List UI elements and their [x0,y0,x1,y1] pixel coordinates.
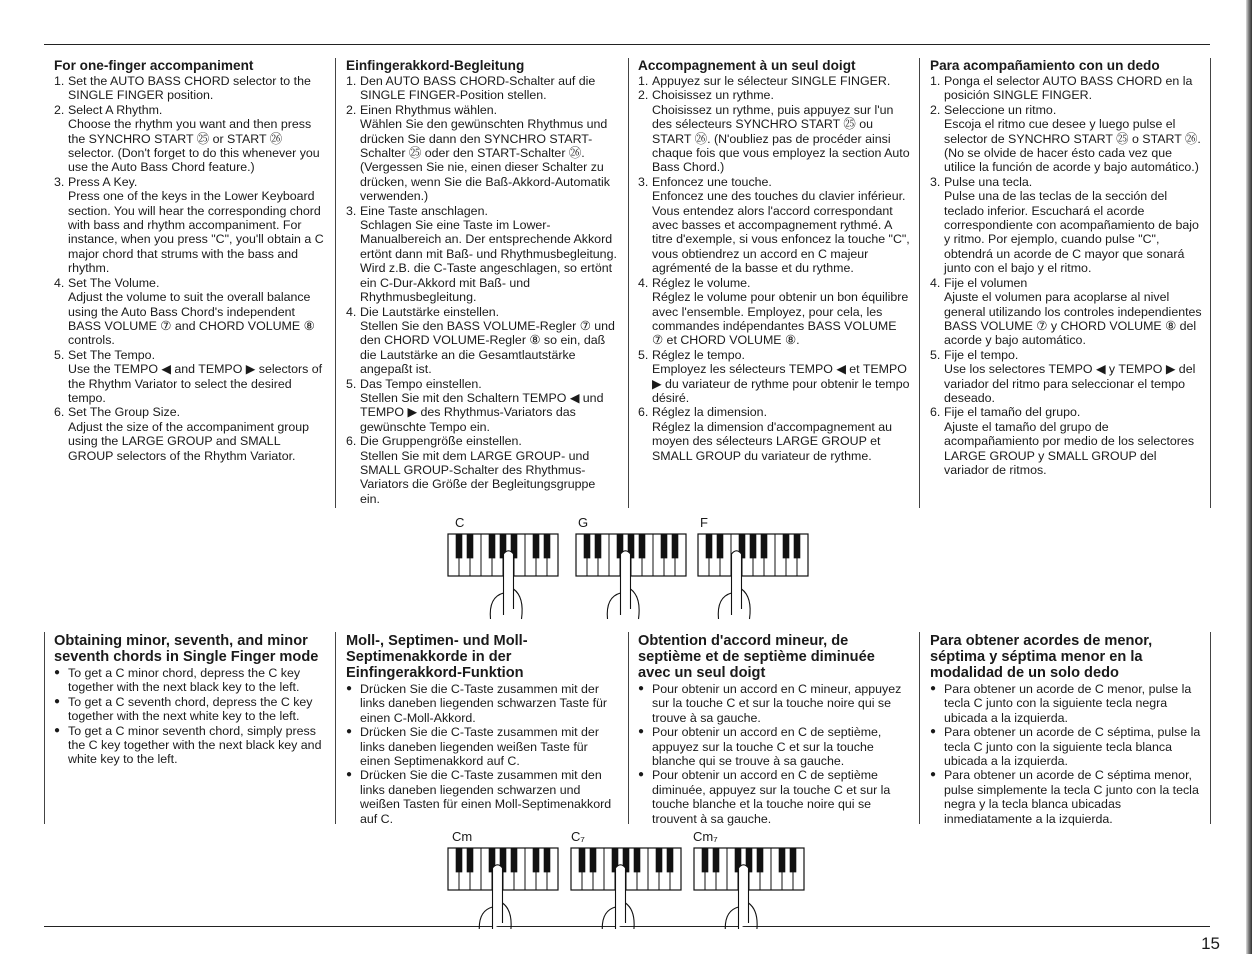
hand-outline-icon [479,907,492,929]
keyboard-diagram-g [575,533,687,623]
hand-finger-icon [732,551,742,615]
section-french-minor-seventh [638,633,910,826]
chord-label: Cm₇ [693,829,718,844]
black-key [672,534,679,558]
step-item: 2. Choisissez un rythme. Choisissez un rythme, puis appuyez sur l'un des sélecteurs SYNCHRO START ㉕ ou START ㉖. (N'oubliez pas de procéder ainsi chaque fois que vous employez la section Auto Bass Chord.) [638,88,910,175]
step-item: 6. Réglez la dimension. Réglez la dimension d'accompagnement au moyen des sélecteurs LARGE GROUP et SMALL GROUP du variateur de rythme. [638,405,892,463]
bullet-item: ● Pour obtenir un accord en C de septième, appuyez sur la touche C et sur la touche blanche qui se trouve à sa gauche. [638,725,910,768]
column-divider [1210,58,1211,508]
section-german-one-finger [346,58,618,506]
hand-outline-icon [749,903,758,929]
black-key [702,848,709,872]
hand-outline-icon [742,589,751,619]
column-divider [44,632,45,824]
hand-outline-icon [718,593,731,619]
step-item: 1. Den AUTO BASS CHORD-Schalter auf die SINGLE FINGER-Position stellen. [346,74,596,103]
black-key [713,848,720,872]
bullet-item: ● Pour obtenir un accord en C mineur, appuyez sur la touche C et sur la touche noire qui se trouve à sa gauche. [638,682,910,725]
steps-list [930,74,1202,477]
black-key [639,534,646,558]
hand-outline-icon [514,589,523,619]
hand-finger-icon [493,865,503,929]
bullet-item: ● Pour obtenir un accord en C de septième diminuée, appuyez sur la touche C et sur la touche blanche et la touche noire qui se trouvent à sa gauche. [638,768,910,826]
section-german-minor-seventh [346,633,618,826]
bullet-item: ● Drücken Sie die C-Taste zusammen mit den links daneben liegenden schwarzen und weißen Tasten für einen Moll-Septimenakkord auf C. [346,768,618,826]
black-key [456,848,463,872]
black-key [761,534,768,558]
step-item: 2. Seleccione un ritmo. Escoja el ritmo cue desee y luego pulse el selector de SYNCHRO START ㉕ o START ㉖. (No se olvide de hacer ésto cada vez que utilice la función de acorde y bajo automático.) [930,102,1201,175]
step-item: 3. Press A Key. Press one of the keys in the Lower Keyboard section. You will hear the corresponding chord with bass and rhythm accompaniment. For instance, when you press "C", you'll obtain a C major chord that strums with the bass and rhythm. [54,174,324,276]
hand-outline-icon [490,593,503,619]
hand-finger-icon [739,865,749,929]
black-key [489,534,496,558]
black-key [584,534,591,558]
black-key [467,534,474,558]
step-item: 3. Enfoncez une touche. Enfoncez une des touches du clavier inférieur. Vous entendez alors l'accord correspondant avec basses et accompagnement rythmé. A titre d'exemple, si vous enfoncez la touche "C", vous obtiendrez un accord en C majeur agrémenté de la basse et du rythme. [638,174,910,276]
hand-outline-icon [607,593,620,619]
heading: Moll-, Septimen- und Moll-Septimenakkorde in der Einfingerakkord-Funktion [346,633,528,681]
heading: Accompagnement à un seul doigt [638,58,856,73]
section-english-one-finger [54,58,326,463]
step-item: 2. Einen Rhythmus wählen. Wählen Sie den gewünschten Rhythmus und drücken Sie dann den SYNCHRO START-Schalter ㉕ oder den START-Schalter ㉖. (Vergessen Sie nie, einen dieser Schalter zu drücken, wenn Sie die Baß-Akkord-Automatik verwenden.) [346,102,610,204]
heading: Obtaining minor, seventh, and minor seventh chords in Single Finger mode [54,633,319,665]
column-divider [919,632,920,824]
step-item: 4. Set The Volume. Adjust the volume to suit the overall balance using the Auto Bass Chord's independent BASS VOLUME ⑦ and CHORD VOLUME ⑧ controls. [54,275,315,348]
step-item: 1. Ponga el selector AUTO BASS CHORD en la posición SINGLE FINGER. [930,74,1193,103]
bullet-item: ● Drücken Sie die C-Taste zusammen mit der links daneben liegenden weißen Taste für einen Septimenakkord auf C. [346,725,618,768]
bullet-item: ● Drücken Sie die C-Taste zusammen mit der links daneben liegenden schwarzen Taste für einen C-Moll-Akkord. [346,682,618,725]
step-item: 3. Eine Taste anschlagen. Schlagen Sie eine Taste im Lower-Manualbereich an. Der entsprechende Akkord ertönt dann mit Baß- und Rhythmusbegleitung. Wird z.B. die C-Taste angeschlagen, so ertönt ein C-Dur-Akkord mit Baß- und Rhythmusbegleitung. [346,203,617,305]
keyboard-diagram-f [697,533,809,623]
heading: Einfingerakkord-Begleitung [346,58,525,73]
bullet-list [54,666,326,767]
chord-label: G [578,515,589,530]
step-item: 2. Select A Rhythm. Choose the rhythm you want and then press the SYNCHRO START ㉕ or START ㉖ selector. (Don't forget to do this whenever you use the Auto Bass Chord feature.) [54,102,320,175]
black-key [794,534,801,558]
section-french-one-finger [638,58,910,463]
black-key [667,848,674,872]
step-item: 6. Die Gruppengröße einstellen. Stellen Sie mit dem LARGE GROUP- und SMALL GROUP-Schalter des Rhythmus-Variators die Größe der Begleitungsgruppe ein. [346,434,596,506]
bullet-item: ● Para obtener un acorde de C séptima menor, pulse simplemente la tecla C junto con la tecla negra y la tecla blanca ubicadas inmediatamente a la izquierda. [930,768,1202,826]
bullet-item: ● Para obtener un acorde de C menor, pulse la tecla C junto con la siguiente tecla negra ubicada a la izquierda. [930,682,1202,725]
step-item: 1. Appuyez sur le sélecteur SINGLE FINGER. [638,74,891,88]
black-key [533,534,540,558]
column-divider [1210,632,1211,824]
section-english-minor-seventh [54,633,326,767]
black-key [634,848,641,872]
step-item: 4. Fije el volumen Ajuste el volumen para acoplarse al nivel general utilizando los controles independientes BASS VOLUME ⑦ y CHORD VOLUME ⑧ del acorde y bajo automático. [930,275,1202,348]
step-item: 6. Fije el tamaño del grupo. Ajuste el tamaño del grupo de acompañamiento por medio de los selectores LARGE GROUP y SMALL GROUP del variador de ritmos. [930,405,1195,477]
hand-finger-icon [621,551,631,615]
bullet-item: ● To get a C minor chord, depress the C key together with the next black key to the left. [54,666,326,695]
steps-list [346,74,618,506]
page-number: 15 [1201,934,1220,953]
black-key [590,848,597,872]
black-key [467,848,474,872]
hand-finger-icon [616,865,626,929]
bullet-item: ● To get a C seventh chord, depress the C key together with the next white key to the left. [54,695,326,724]
column-divider [628,632,629,824]
black-key [656,848,663,872]
bullet-list [930,682,1202,826]
step-item: 5. Set The Tempo. Use the TEMPO ◀ and TEMPO ▶ selectors of the Rhythm Variator to select the desired tempo. [54,347,323,405]
chord-label: F [700,515,708,530]
bullet-list [638,682,910,826]
keyboard-diagram-cm [447,847,559,929]
black-key [533,848,540,872]
hand-finger-icon [504,551,514,615]
black-key [544,534,551,558]
keyboard-diagram-c [447,533,559,623]
bullet-item: ● Para obtener un acorde de C séptima, pulse la tecla C junto con la siguiente tecla blanca ubicada a la izquierda. [930,725,1202,768]
black-key [544,848,551,872]
section-spanish-minor-seventh [930,633,1202,826]
steps-list [54,74,326,463]
heading: Para acompañamiento con un dedo [930,58,1160,73]
hand-outline-icon [503,903,512,929]
step-item: 1. Set the AUTO BASS CHORD selector to the SINGLE FINGER position. [54,74,311,103]
bullet-list [346,682,618,826]
bullet-item: ● To get a C minor seventh chord, simply press the C key together with the next black key and white key to the left. [54,724,326,767]
top-rule [44,44,1210,45]
hand-outline-icon [725,907,738,929]
black-key [779,848,786,872]
black-key [717,534,724,558]
keyboard-diagram-c7 [570,847,682,929]
black-key [790,848,797,872]
step-item: 3. Pulse una tecla. Pulse una de las teclas de la sección del teclado inferior. Escuchará el acorde correspondiente con acompañamiento de bajo y ritmo. Por ejemplo, cuando pulse "C", obtendrá un acorde de C mayor que sonará junto con el bajo y el ritmo. [930,174,1199,276]
page-edge-shadow [1246,0,1252,954]
heading: Obtention d'accord mineur, de septième et de septième diminuée avec un seul doigt [638,633,875,681]
black-key [456,534,463,558]
hand-outline-icon [626,903,635,929]
hand-outline-icon [631,589,640,619]
hand-outline-icon [602,907,615,929]
column-divider [919,58,920,508]
heading: For one-finger accompaniment [54,58,254,73]
heading: Para obtener acordes de menor, séptima y séptima menor en la modalidad de un solo dedo [930,633,1153,681]
column-divider [628,58,629,508]
section-spanish-one-finger [930,58,1202,477]
column-divider [335,632,336,824]
black-key [757,848,764,872]
black-key [750,534,757,558]
keyboard-diagram-cm7 [693,847,805,929]
black-key [783,534,790,558]
step-item: 5. Fije el tempo. Use los selectores TEMPO ◀ y TEMPO ▶ del variador del ritmo para seleccionar el tempo deseado. [930,347,1196,405]
step-item: 4. Réglez le volume. Réglez le volume pour obtenir un bon équilibre avec l'ensemble. Employez, pour cela, les commandes indépendantes BASS VOLUME ⑦ et CHORD VOLUME ⑧. [638,275,909,348]
steps-list [638,74,910,463]
step-item: 5. Das Tempo einstellen. Stellen Sie mit den Schaltern TEMPO ◀ und TEMPO ▶ des Rhythmus-Variators das gewünschte Tempo ein. [346,376,604,434]
chord-label: Cm [452,829,473,844]
step-item: 5. Réglez le tempo. Employez les sélecteurs TEMPO ◀ et TEMPO ▶ du variateur de rythme pour obtenir le tempo désiré. [638,347,910,405]
chord-label: C [455,515,465,530]
black-key [661,534,668,558]
black-key [706,534,713,558]
chord-label: C₇ [571,829,585,844]
step-item: 6. Set The Group Size. Adjust the size of the accompaniment group using the LARGE GROUP and SMALL GROUP selectors of the Rhythm Variator. [54,405,310,463]
black-key [579,848,586,872]
black-key [595,534,602,558]
column-divider [335,58,336,508]
black-key [511,848,518,872]
step-item: 4. Die Lautstärke einstellen. Stellen Sie den BASS VOLUME-Regler ⑦ und den CHORD VOLUME-Regler ⑧ so ein, daß die Lautstärke an die Gesamtlautstärke angepaßt ist. [346,304,615,377]
